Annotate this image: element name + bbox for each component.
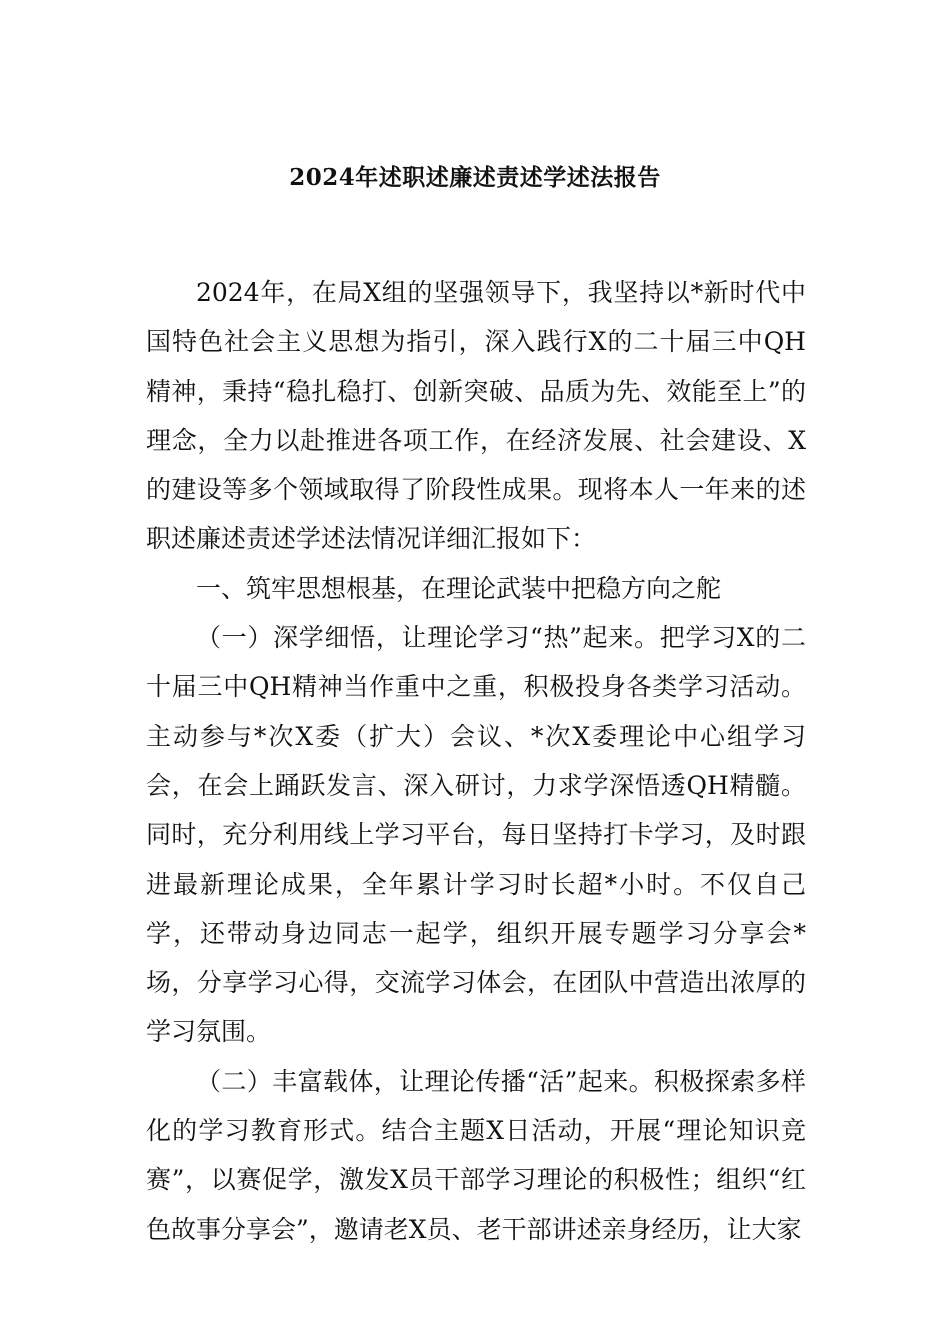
document-title: 2024年述职述廉述责述学述法报告 [289, 164, 661, 191]
paragraph-1-1: （一）深学细悟，让理论学习“热”起来。把学习X的二十届三中QH精神当作重中之重，积极投身各类学习活动。主动参与*次X委（扩大）会议、*次X委理论中心组学习会，在会上踊跃发言、深入研讨，力求学深悟透QH精髓。同时，充分利用线上学习平台，每日坚持打卡学习，及时跟进最新理论成果，全年累计学习时长超*小时。不仅自己学，还带动身边同志一起学，组织开展专题学习分享会*场，分享学习心得，交流学习体会，在团队中营造出浓厚的学习氛围。 [146, 623, 806, 1047]
paragraph-1-2: （二）丰富载体，让理论传播“活”起来。积极探索多样化的学习教育形式。结合主题X日活动，开展“理论知识竞赛”，以赛促学，激发X员干部学习理论的积极性；组织“红色故事分享会”，邀请老X员、老干部讲述亲身经历，让大家 [146, 1066, 806, 1244]
document-body [146, 268, 806, 1254]
section-heading-1: 一、筑牢思想根基，在理论武装中把稳方向之舵 [196, 573, 722, 603]
paragraph-intro: 2024年，在局X组的坚强领导下，我坚持以*新时代中国特色社会主义思想为指引，深入践行X的二十届三中QH精神，秉持“稳扎稳打、创新突破、品质为先、效能至上”的理念，全力以赴推进各项工作，在经济发展、社会建设、X的建设等多个领域取得了阶段性成果。现将本人一年来的述职述廉述责述学述法情况详细汇报如下： [146, 278, 806, 554]
